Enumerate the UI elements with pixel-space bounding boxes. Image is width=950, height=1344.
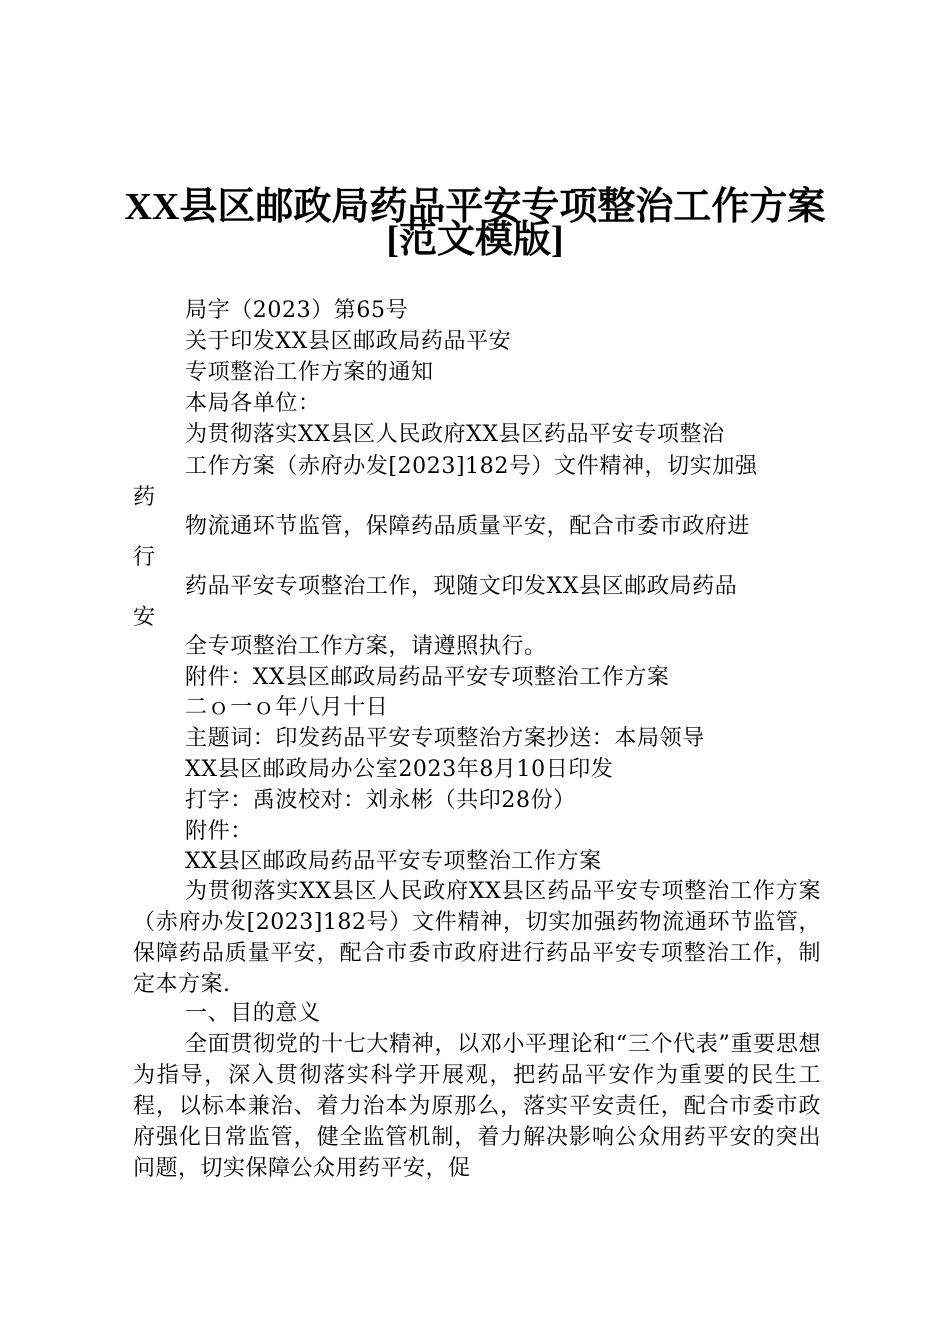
notice-body-wrap: 安: [133, 605, 156, 630]
issuer-line: XX县区邮政局办公室2023年8月10日印发: [185, 757, 614, 782]
notice-body-line: 药品平安专项整治工作，现随文印发XX县区邮政局药品: [185, 574, 738, 599]
notice-heading-line1: 关于印发XX县区邮政局药品平安: [185, 329, 512, 354]
keywords-line: 主题词：印发药品平安专项整治方案抄送：本局领导: [185, 726, 705, 751]
section-body: 全面贯彻党的十七大精神，以邓小平理论和“三个代表”重要思想为指导，深入贯彻落实科学开展观，把药品平安作为重要的民生工程，以标本兼治、着力治本为原那么，落实平安责任，配合市委市政府强化日常监管，健全监管机制，着力解决影响公众用药平安的突出问题，切实保障公众用药平安，促: [133, 1032, 821, 1181]
notice-body-line: 全专项整治工作方案，请遵照执行。: [185, 634, 547, 659]
notice-body-wrap: 行: [133, 545, 156, 570]
attachment-line: 附件：XX县区邮政局药品平安专项整治工作方案: [185, 665, 670, 690]
plan-title: XX县区邮政局药品平安专项整治工作方案: [185, 849, 602, 874]
salutation: 本局各单位：: [185, 391, 321, 416]
section-heading: 一、目的意义: [185, 1001, 321, 1026]
doc-number: 局字（2023）第65号: [185, 298, 409, 323]
notice-body-line: 物流通环节监管，保障药品质量平安，配合市委市政府进: [185, 514, 751, 539]
notice-body-line: 工作方案（赤府办发[2023]182号）文件精神，切实加强: [185, 454, 758, 479]
document-subtitle: [范文模版]: [386, 219, 564, 261]
plan-intro: 为贯彻落实XX县区人民政府XX县区药品平安专项整治工作方案（赤府办发[2023]182号）文件精神，切实加强药物流通环节监管，保障药品质量平安，配合市委市政府进行药品平安专项整治工作，制定本方案.: [133, 879, 821, 997]
notice-date: 二ｏ一ｏ年八月十日: [185, 695, 389, 720]
notice-heading-line2: 专项整治工作方案的通知: [185, 360, 434, 385]
attachment-label: 附件：: [185, 819, 253, 844]
notice-body-wrap: 药: [133, 485, 156, 510]
document-title: XX县区邮政局药品平安专项整治工作方案: [124, 186, 826, 228]
notice-body-line: 为贯彻落实XX县区人民政府XX县区药品平安专项整治: [185, 422, 725, 447]
typist-line: 打字：禹波校对：刘永彬（共印28份）: [185, 788, 576, 813]
